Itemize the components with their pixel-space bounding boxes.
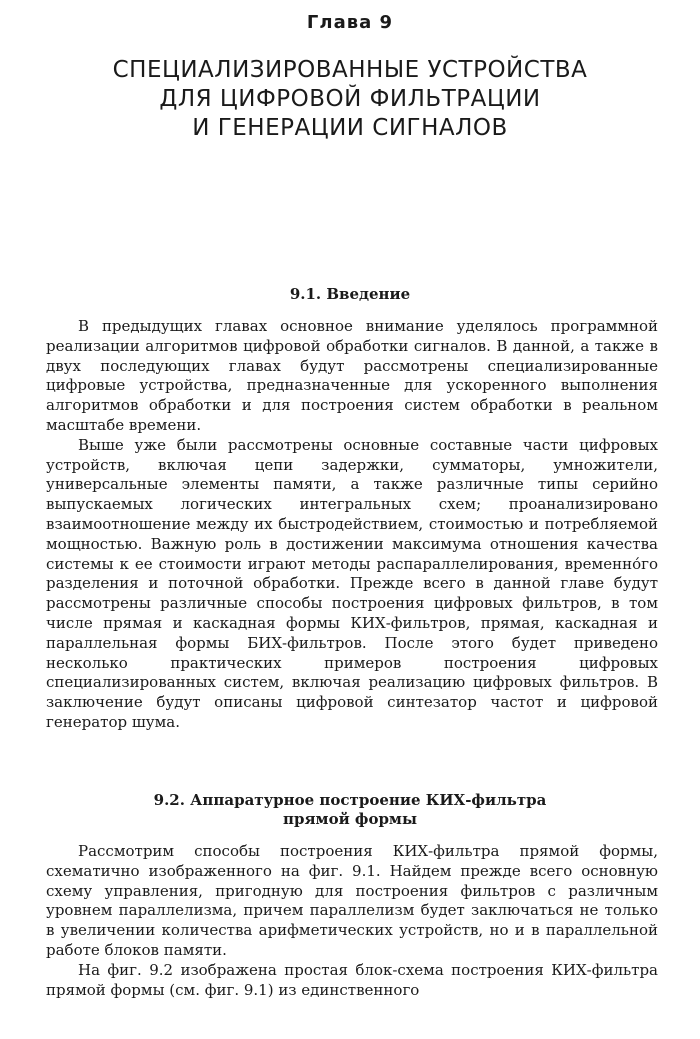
section-heading-9-1: 9.1. Введение bbox=[289, 285, 411, 303]
section-heading-9-2: 9.2. Аппаратурное построение КИХ-фильтра прямой формы bbox=[153, 791, 547, 828]
paragraph: Рассмотрим способы построения КИХ-фильтра прямой формы, схематично изображенного на фиг. 9.1. Найдем прежде всего основную схему управления, пригодную для построения фильтров с различным уровнем параллелизма, причем параллелизм будет заключаться не только в увеличении количества арифметических устройств, но и в параллельной работе блоков памяти. bbox=[46, 842, 658, 959]
paragraph: В предыдущих главах основное внимание уделялось программной реализации алгоритмов цифровой обработки сигналов. В данной, а также в двух последующих главах будут рассмотрены специализированные цифровые устройства, предназначенные для ускоренного выполнения алгоритмов обработки и для построения систем обработки в реальном масштабе времени. bbox=[46, 317, 658, 434]
chapter-title: СПЕЦИАЛИЗИРОВАННЫЕ УСТРОЙСТВА ДЛЯ ЦИФРОВОЙ ФИЛЬТРАЦИИ И ГЕНЕРАЦИИ СИГНАЛОВ bbox=[112, 57, 588, 141]
section-9-1-text bbox=[46, 317, 658, 733]
chapter-label: Глава 9 bbox=[306, 12, 394, 33]
paragraph: Выше уже были рассмотрены основные составные части цифровых устройств, включая цепи задержки, сумматоры, умножители, универсальные элементы памяти, а также различные типы серийно выпускаемых логических интегральных схем; проанализировано взаимоотношение между их быстродействием, стоимостью и потребляемой мощностью. Важную роль в достижении максимума отношения качества системы к ее стоимости играют методы распараллелирования, временно́го разделения и поточной обработки. Прежде всего в данной главе будут рассмотрены различные способы построения цифровых фильтров, в том числе прямая и каскадная формы КИХ-фильтров, прямая, каскадная и параллельная формы БИХ-фильтров. После этого будет приведено несколько практических примеров построения цифровых специализированных систем, включая реализацию цифровых фильтров. В заключение будут описаны цифровой синтезатор частот и цифровой генератор шума. bbox=[46, 435, 658, 731]
paragraph: На фиг. 9.2 изображена простая блок-схема построения КИХ-фильтра прямой формы (см. фиг. 9.1) из единственного bbox=[46, 960, 658, 999]
section-9-2-text bbox=[46, 842, 658, 1000]
